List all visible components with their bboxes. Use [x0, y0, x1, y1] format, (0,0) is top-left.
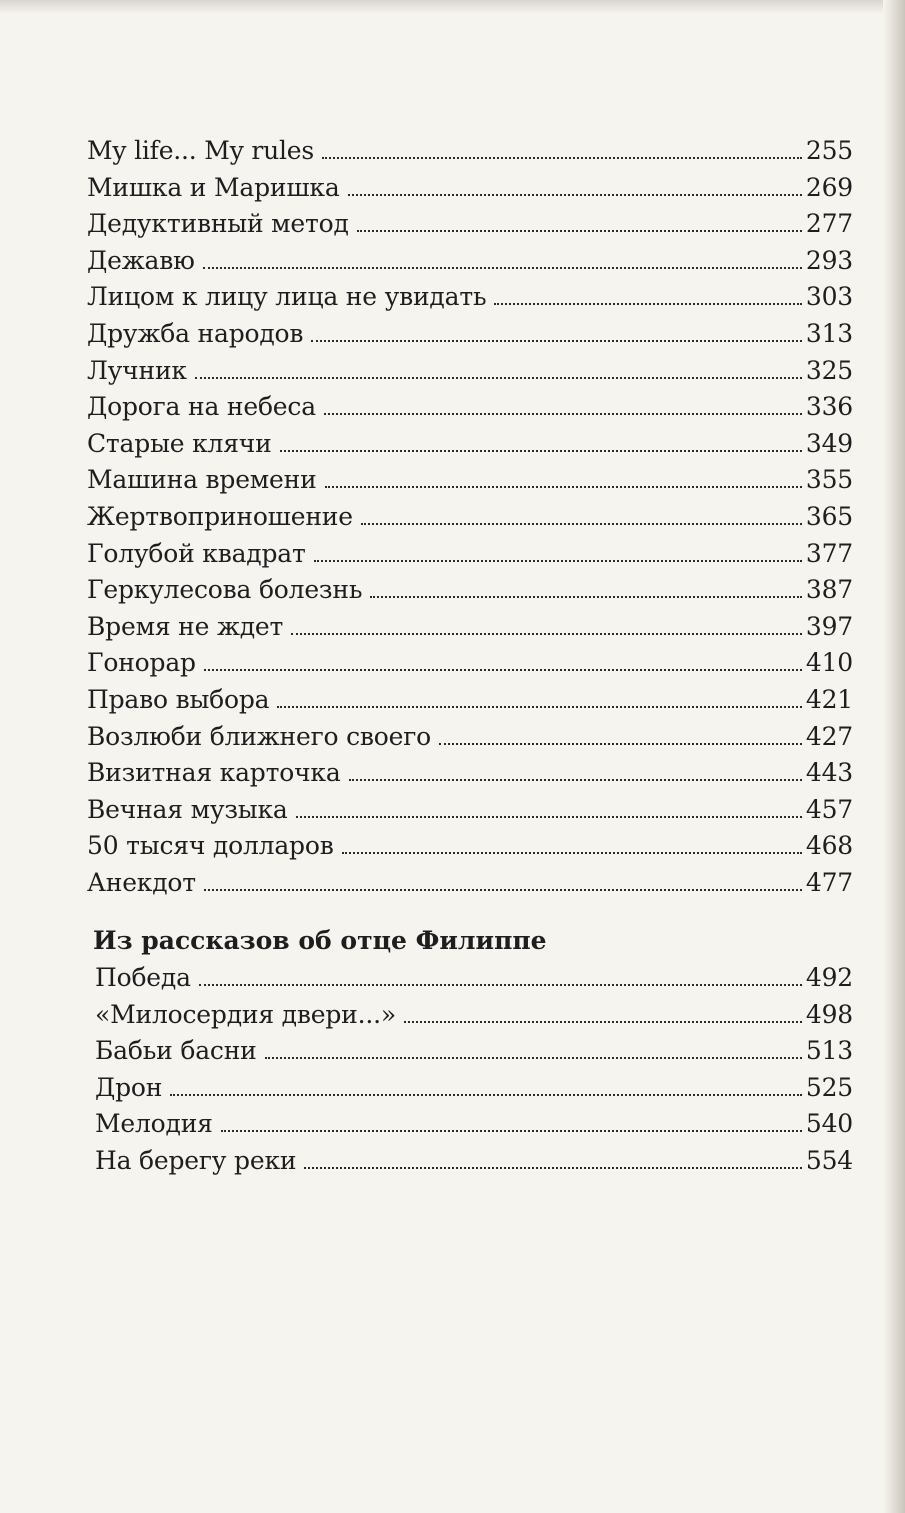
toc-entry [87, 170, 853, 207]
toc-entry [95, 1106, 853, 1143]
dot-leader [195, 377, 802, 379]
toc-entry-page: 269 [805, 172, 853, 202]
toc-entry-title: Гонорар [87, 648, 196, 678]
toc-entry-page: 377 [805, 538, 853, 568]
toc-entry-page: 427 [805, 721, 853, 751]
toc-entry-title: Дежавю [87, 245, 195, 275]
toc-entry [87, 462, 853, 499]
toc-entry-title: Мишка и Маришка [87, 172, 340, 202]
toc-entry-title: Возлюби ближнего своего [87, 721, 431, 751]
toc-entry [87, 316, 853, 353]
dot-leader [322, 157, 802, 159]
dot-leader [349, 779, 802, 781]
toc-entry [87, 572, 853, 609]
toc-entry-page: 325 [805, 355, 853, 385]
toc-entry-page: 468 [805, 831, 853, 861]
dot-leader [439, 743, 802, 745]
toc-entry-title: «Милосердия двери...» [95, 999, 396, 1029]
toc-entry [87, 609, 853, 646]
toc-section-list [87, 960, 853, 1180]
toc-entry [87, 353, 853, 390]
toc-entry [87, 243, 853, 280]
toc-entry-title: Мелодия [95, 1109, 213, 1139]
dot-leader [404, 1021, 802, 1023]
dot-leader [204, 889, 802, 891]
toc-entry-title: Анекдот [87, 867, 196, 897]
toc-entry [87, 719, 853, 756]
dot-leader [280, 450, 802, 452]
toc-entry-page: 492 [805, 963, 853, 993]
table-of-contents [87, 133, 853, 1180]
dot-leader [170, 1094, 802, 1096]
dot-leader [304, 1167, 802, 1169]
dot-leader [324, 413, 802, 415]
toc-entry-page: 513 [805, 1036, 853, 1066]
toc-entry-page: 525 [805, 1072, 853, 1102]
toc-entry [87, 536, 853, 573]
toc-entry-page: 477 [805, 867, 853, 897]
toc-entry-title: Машина времени [87, 465, 317, 495]
dot-leader [325, 486, 802, 488]
toc-entry [87, 645, 853, 682]
toc-entry [87, 865, 853, 902]
toc-entry-title: Голубой квадрат [87, 538, 306, 568]
toc-entry [87, 499, 853, 536]
toc-entry-page: 443 [805, 758, 853, 788]
toc-entry-title: Победа [95, 963, 191, 993]
toc-entry-title: Визитная карточка [87, 758, 341, 788]
toc-entry-title: Дрон [95, 1072, 163, 1102]
dot-leader [203, 267, 802, 269]
toc-entry-page: 397 [805, 611, 853, 641]
toc-entry [95, 1143, 853, 1180]
toc-entry-title: Дружба народов [87, 318, 304, 348]
toc-entry-page: 336 [805, 392, 853, 422]
dot-leader [296, 816, 802, 818]
toc-entry-page: 293 [805, 245, 853, 275]
toc-entry-title: Дедуктивный метод [87, 209, 349, 239]
dot-leader [311, 340, 802, 342]
dot-leader [342, 852, 802, 854]
toc-entry-page: 387 [805, 575, 853, 605]
toc-entry [87, 389, 853, 426]
toc-entry [87, 133, 853, 170]
toc-entry-title: Вечная музыка [87, 794, 288, 824]
dot-leader [204, 669, 802, 671]
toc-main-list [87, 133, 853, 901]
dot-leader [348, 194, 802, 196]
dot-leader [221, 1130, 802, 1132]
toc-entry-page: 498 [805, 999, 853, 1029]
toc-entry-title: Жертвоприношение [87, 501, 353, 531]
toc-entry-title: Старые клячи [87, 428, 272, 458]
dot-leader [361, 523, 802, 525]
toc-entry [87, 426, 853, 463]
section-heading: Из рассказов об отце Филиппе [93, 926, 547, 956]
toc-entry [87, 279, 853, 316]
toc-entry-title: Лучник [87, 355, 187, 385]
toc-entry-title: 50 тысяч долларов [87, 831, 334, 861]
toc-entry-page: 421 [805, 684, 853, 714]
toc-entry [87, 206, 853, 243]
toc-entry-page: 255 [805, 136, 853, 165]
toc-entry-page: 349 [805, 428, 853, 458]
toc-entry [87, 792, 853, 829]
toc-entry [87, 828, 853, 865]
toc-entry [95, 1070, 853, 1107]
page-top-shadow [0, 0, 905, 14]
toc-entry-title: Время не ждет [87, 611, 284, 641]
toc-entry-page: 554 [805, 1146, 853, 1176]
dot-leader [370, 596, 802, 598]
dot-leader [265, 1057, 802, 1059]
dot-leader [277, 706, 802, 708]
dot-leader [291, 633, 802, 635]
toc-entry-title: Бабьи басни [95, 1036, 257, 1066]
toc-entry-title: Лицом к лицу лица не увидать [87, 282, 487, 312]
toc-entry-title: На берегу реки [95, 1146, 297, 1176]
toc-entry [87, 755, 853, 792]
toc-entry [95, 1033, 853, 1070]
toc-entry-page: 410 [805, 648, 853, 678]
toc-entry-page: 457 [805, 794, 853, 824]
toc-entry-page: 313 [805, 318, 853, 348]
toc-entry-page: 277 [805, 209, 853, 239]
toc-entry-title: Право выбора [87, 684, 270, 714]
toc-entry-page: 355 [805, 465, 853, 495]
dot-leader [494, 303, 802, 305]
dot-leader [357, 230, 802, 232]
toc-entry-title: Геркулесова болезнь [87, 575, 363, 605]
toc-entry-title: Дорога на небеса [87, 392, 316, 422]
toc-entry-page: 365 [805, 501, 853, 531]
toc-entry [95, 997, 853, 1034]
dot-leader [314, 560, 802, 562]
toc-entry-title: My life... My rules [87, 136, 315, 165]
toc-entry-page: 540 [805, 1109, 853, 1139]
dot-leader [199, 984, 802, 986]
toc-entry [95, 960, 853, 997]
toc-entry-page: 303 [805, 282, 853, 312]
toc-entry [87, 682, 853, 719]
page-edge [883, 0, 905, 1513]
